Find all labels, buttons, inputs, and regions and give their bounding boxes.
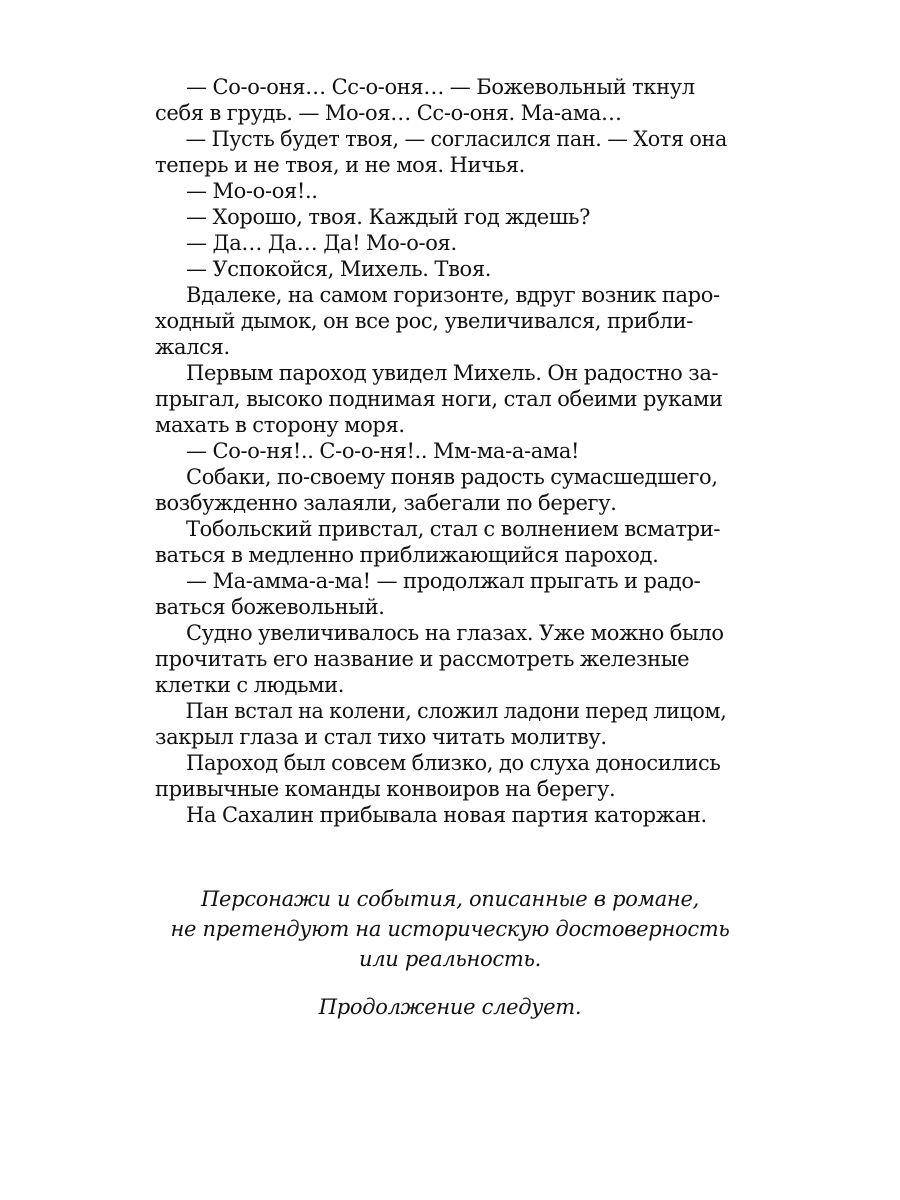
disclaimer-note: [100, 884, 800, 974]
text-line: закрыл глаза и стал тихо читать молитву.: [155, 725, 607, 749]
text-line: махать в сторону моря.: [155, 413, 405, 437]
text-lines: [155, 74, 727, 828]
text-line: — Успокойся, Михель. Твоя.: [186, 257, 492, 281]
text-line: Пан встал на колени, сложил ладони перед лицом,: [185, 699, 727, 723]
disclaimer-line-2: не претендуют на историческую достоверность: [170, 917, 730, 941]
text-line: себя в грудь. — Мо-оя… Сс-о-оня. Ма-ама…: [155, 101, 622, 125]
disclaimer-line-1: Персонажи и события, описанные в романе,: [201, 887, 699, 911]
text-line: На Сахалин прибывала новая партия каторжан.: [186, 803, 707, 827]
text-line: прочитать его название и рассмотреть железные: [155, 647, 690, 671]
text-line: — Да… Да… Да! Мо-о-оя.: [186, 231, 457, 255]
continuation-note: Продолжение следует.: [318, 995, 582, 1019]
text-line: возбужденно залаяли, забегали по берегу.: [155, 491, 617, 515]
text-line: ваться в медленно приближающийся пароход.: [155, 543, 659, 567]
text-line: клетки с людьми.: [155, 673, 345, 697]
text-line: — Со-о-ня!.. С-о-о-ня!.. Мм-ма-а-ама!: [186, 439, 580, 463]
text-line: теперь и не твоя, и не моя. Ничья.: [155, 153, 525, 177]
text-line: ваться божевольный.: [155, 595, 385, 619]
disclaimer-line-3: или реальность.: [358, 947, 542, 971]
text-line: ходный дымок, он все рос, увеличивался, прибли-: [155, 309, 694, 333]
text-line: — Ма-амма-а-ма! — продолжал прыгать и радо-: [186, 569, 701, 593]
text-line: — Со-о-оня… Сс-о-оня… — Божевольный ткнул: [186, 75, 695, 99]
page-body-text: [155, 74, 727, 828]
text-line: привычные команды конвоиров на берегу.: [155, 777, 616, 801]
text-line: Судно увеличивалось на глазах. Уже можно было: [186, 621, 724, 645]
text-line: Первым пароход увидел Михель. Он радостно за-: [186, 361, 719, 385]
text-line: Пароход был совсем близко, до слуха доносились: [186, 751, 721, 775]
text-line: Собаки, по-своему поняв радость сумасшедшего,: [186, 465, 718, 489]
text-line: — Пусть будет твоя, — согласился пан. — Хотя она: [185, 127, 727, 151]
text-line: Вдалеке, на самом горизонте, вдруг возник паро-: [186, 283, 720, 307]
text-line: — Мо-о-оя!..: [186, 179, 318, 203]
text-line: прыгал, высоко поднимая ноги, стал обеими руками: [155, 387, 723, 411]
text-line: Тобольский привстал, стал с волнением всматри-: [186, 517, 721, 541]
text-line: жался.: [155, 335, 230, 359]
text-line: — Хорошо, твоя. Каждый год ждешь?: [186, 205, 591, 229]
